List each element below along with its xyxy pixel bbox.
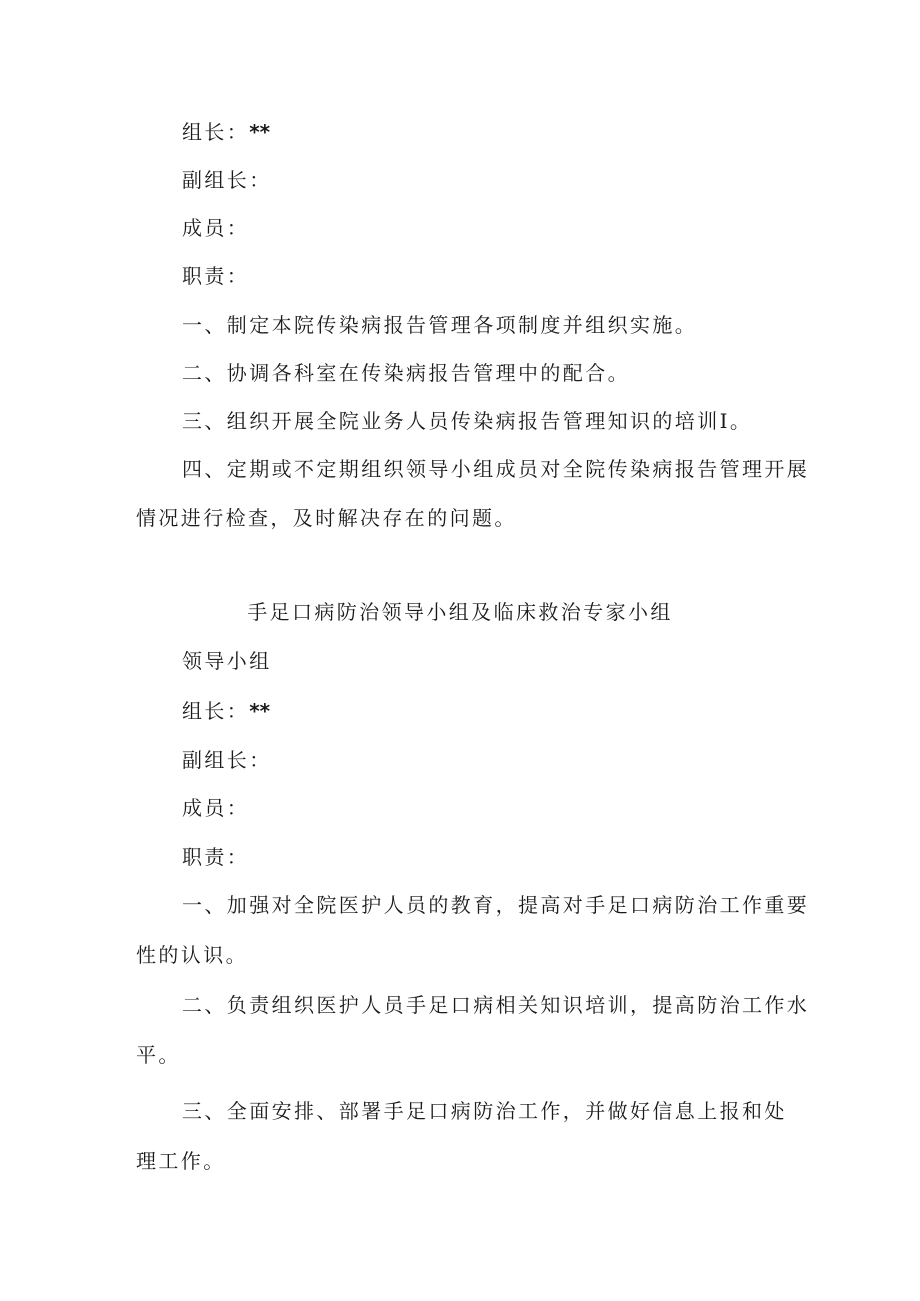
duty-item-4-line-1: 四、定期或不定期组织领导小组成员对全院传染病报告管理开展 bbox=[182, 457, 810, 481]
duty-2-item-1-line-1: 一、加强对全院医护人员的教育，提高对手足口病防治工作重要 bbox=[182, 893, 810, 917]
group-label: 领导小组 bbox=[182, 649, 272, 673]
leader-value: ** bbox=[249, 120, 271, 144]
deputy-leader-line-2: 副组长： bbox=[182, 748, 272, 772]
duty-item-4-line-2: 情况进行检查，及时解决存在的问题。 bbox=[136, 506, 517, 530]
leader-label-2: 组长： bbox=[182, 699, 250, 723]
leader-value-2: ** bbox=[249, 699, 271, 723]
deputy-leader-line: 副组长： bbox=[182, 168, 272, 192]
duty-2-item-3-line-1: 三、全面安排、部署手足口病防治工作，并做好信息上报和处 bbox=[182, 1099, 787, 1123]
duty-item-1: 一、制定本院传染病报告管理各项制度并组织实施。 bbox=[182, 313, 698, 337]
leader-label: 组长： bbox=[182, 120, 250, 144]
leader-line-2 bbox=[182, 696, 270, 726]
duty-item-2: 二、协调各科室在传染病报告管理中的配合。 bbox=[182, 361, 630, 385]
duty-2-item-2-line-2: 平。 bbox=[136, 1043, 181, 1067]
section-title: 手足口病防治领导小组及临床救治专家小组 bbox=[247, 600, 673, 624]
leader-line bbox=[182, 117, 270, 147]
duty-2-item-3-line-2: 理工作。 bbox=[136, 1149, 226, 1173]
duties-label-2: 职责： bbox=[182, 845, 250, 869]
duty-2-item-1-line-2: 性的认识。 bbox=[136, 943, 248, 967]
members-line-2: 成员： bbox=[182, 796, 250, 820]
members-line: 成员： bbox=[182, 216, 250, 240]
duty-item-3: 三、组织开展全院业务人员传染病报告管理知识的培训I。 bbox=[182, 409, 753, 433]
duty-2-item-2-line-1: 二、负责组织医护人员手足口病相关知识培训，提高防治工作水 bbox=[182, 993, 810, 1017]
duties-label: 职责： bbox=[182, 264, 250, 288]
